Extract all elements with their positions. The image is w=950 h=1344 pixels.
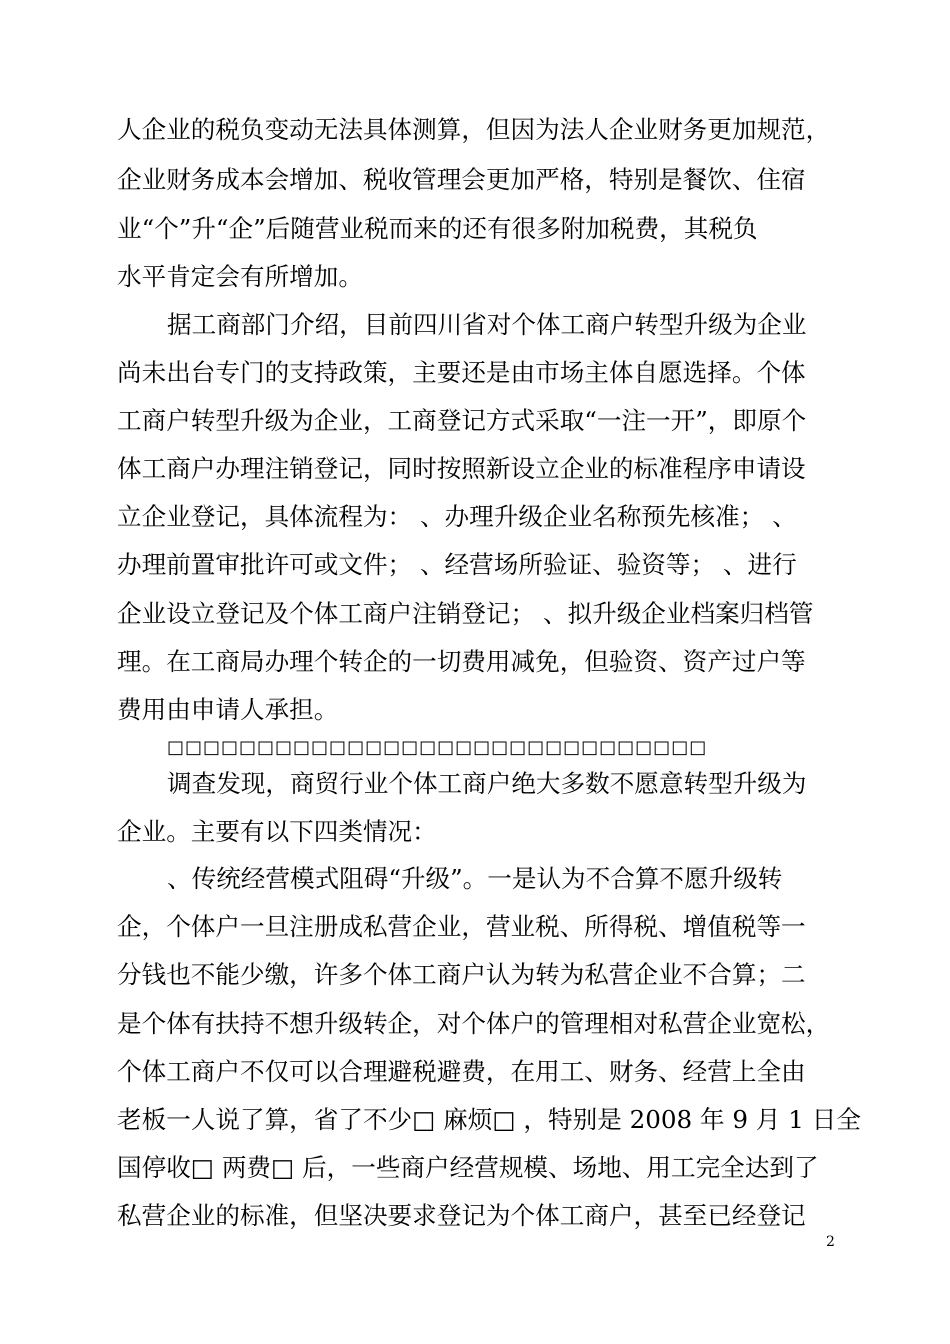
text-line: 水平肯定会有所增加。: [117, 262, 363, 291]
text-line: 是个体有扶持不想升级转企，对个体户的管理相对私营企业宽松，: [117, 1009, 831, 1038]
text-line-garbled: □□□□□□□□□□□□□□□□□□□□□□□□□□□□□□: [167, 737, 708, 758]
text-line: 、传统经营模式阻碍“升级”。一是认为不合算不愿升级转: [167, 864, 783, 893]
text-line: 人企业的税负变动无法具体测算，但因为法人企业财务更加规范，: [117, 115, 831, 144]
text-line: 企业设立登记及个体工商户注销登记； 、拟升级企业档案归档管: [117, 599, 814, 628]
text-line: 立企业登记，具体流程为： 、办理升级企业名称预先核准； 、: [117, 502, 797, 531]
text-line: 个体工商户不仅可以合理避税避费，在用工、财务、经营上全由: [117, 1057, 806, 1086]
text-line: 企，个体户一旦注册成私营企业，营业税、所得税、增值税等一: [117, 912, 806, 941]
text-line: 私营企业的标准，但坚决要求登记为个体工商户，甚至已经登记: [117, 1201, 806, 1230]
text-line: 据工商部门介绍，目前四川省对个体工商户转型升级为企业: [167, 310, 807, 339]
text-line: 费用由申请人承担。: [117, 695, 339, 724]
text-line: 分钱也不能少缴，许多个体工商户认为转为私营企业不合算；二: [117, 960, 806, 989]
text-line: 调查发现，商贸行业个体工商户绝大多数不愿意转型升级为: [167, 769, 807, 798]
text-line: 企业财务成本会增加、税收管理会更加严格，特别是餐饮、住宿: [117, 165, 806, 194]
text-line: 理。在工商局办理个转企的一切费用减免，但验资、资产过户等: [117, 647, 806, 676]
text-line: 尚未出台专门的支持政策，主要还是由市场主体自愿选择。个体: [117, 358, 806, 387]
text-line: 体工商户办理注销登记，同时按照新设立企业的标准程序申请设: [117, 454, 806, 483]
text-line: 国停收□ 两费□ 后，一些商户经营规模、场地、用工完全达到了: [117, 1153, 819, 1182]
text-line: 老板一人说了算，省了不少□ 麻烦□ ，特别是 2008 年 9 月 1 日全: [117, 1105, 861, 1134]
page-number: 2: [826, 1234, 835, 1250]
text-line: 工商户转型升级为企业，工商登记方式采取“一注一开”，即原个: [117, 406, 807, 435]
text-line: 办理前置审批许可或文件； 、经营场所验证、验资等； 、进行: [117, 550, 797, 579]
text-line: 企业。主要有以下四类情况：: [117, 817, 437, 846]
text-line: 业“个”升“企”后随营业税而来的还有很多附加税费，其税负: [117, 214, 758, 243]
